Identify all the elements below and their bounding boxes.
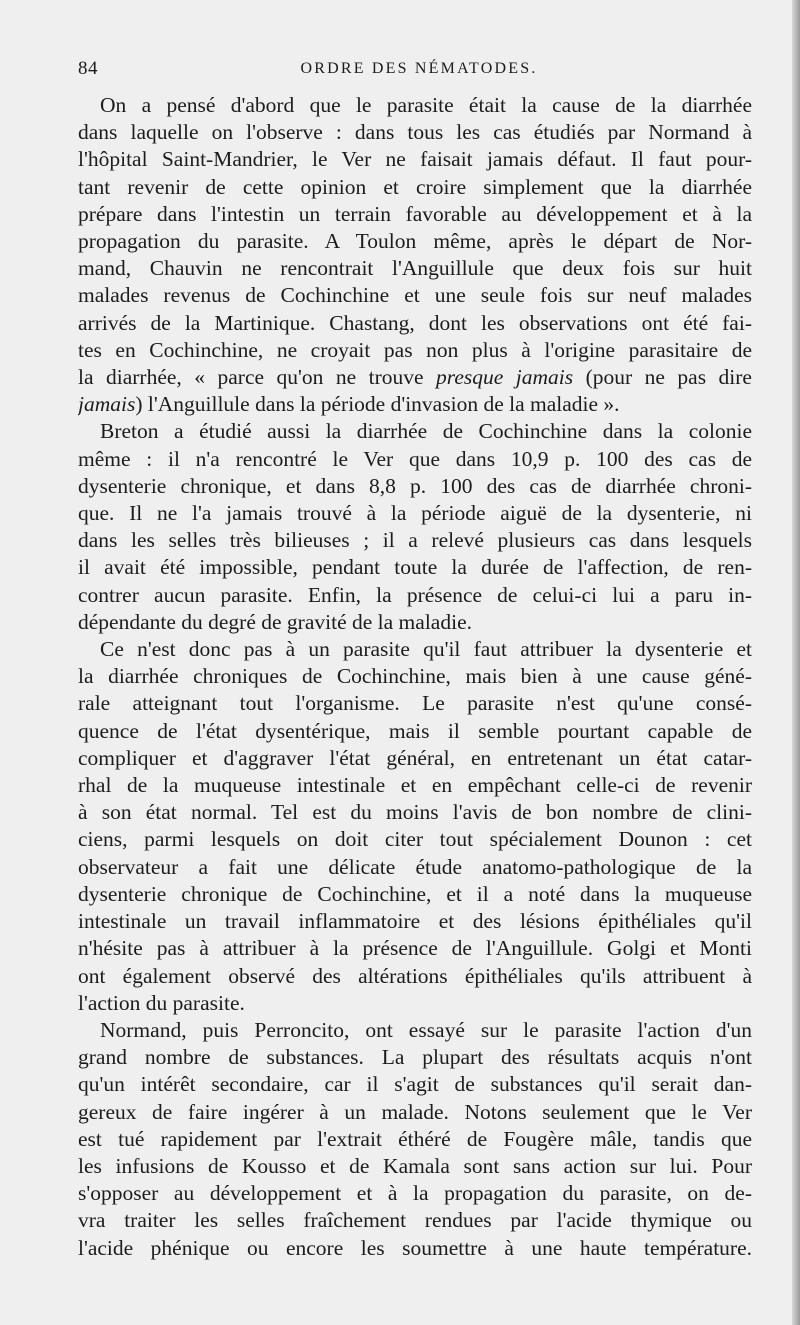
text-line: l'hôpital Saint-Mandrier, le Ver ne faisait jamais défaut. Il faut pour-: [78, 147, 752, 172]
text-line: Ce n'est donc pas à un parasite qu'il faut attribuer la dysenterie et: [100, 637, 752, 662]
text-line: Breton a étudié aussi la diarrhée de Cochinchine dans la colonie: [100, 419, 752, 444]
italic-text: presque jamais: [436, 365, 574, 390]
text-line: ciens, parmi lesquels on doit citer tout spécialement Dounon : cet: [78, 827, 752, 852]
text-line: On a pensé d'abord que le parasite était la cause de la diarrhée: [100, 93, 752, 117]
text-run: la diarrhée, « parce qu'on ne trouve: [78, 365, 437, 390]
text-line: à son état normal. Tel est du moins l'avis de bon nombre de clini-: [78, 800, 752, 825]
italic-text: jamais: [78, 392, 136, 417]
text-line: propagation du parasite. A Toulon même, après le départ de Nor-: [78, 229, 752, 254]
text-line: tes en Cochinchine, ne croyait pas non plus à l'origine parasitaire de: [78, 337, 752, 362]
running-title: ORDRE DES NÉMATODES.: [300, 60, 538, 77]
text-line: gereux de faire ingérer à un malade. Notons seulement que le Ver: [78, 1099, 752, 1124]
text-line: Normand, puis Perroncito, ont essayé sur le parasite l'action d'un: [100, 1017, 752, 1042]
text-line: que. Il ne l'a jamais trouvé à la période aiguë de la dysenterie, ni: [78, 501, 752, 526]
text-line: dans les selles très bilieuses ; il a relevé plusieurs cas dans lesquels: [78, 528, 752, 553]
text-line: qu'un intérêt secondaire, car il s'agit de substances qu'il serait dan-: [78, 1072, 752, 1097]
text-line: dans laquelle on l'observe : dans tous les cas étudiés par Normand à: [78, 120, 752, 145]
text-line: est tué rapidement par l'extrait éthéré de Fougère mâle, tandis que: [78, 1126, 752, 1151]
page-number: 84: [78, 58, 98, 79]
text-line: l'acide phénique ou encore les soumettre à une haute température.: [78, 1235, 752, 1260]
text-line: observateur a fait une délicate étude anatomo-pathologique de la: [78, 854, 752, 879]
text-line: dépendante du degré de gravité de la maladie.: [78, 609, 472, 634]
text-line: mand, Chauvin ne rencontrait l'Anguillule que deux fois sur huit: [78, 256, 752, 281]
paragraph-1: [78, 92, 752, 418]
text-line: les infusions de Kousso et de Kamala sont sans action sur lui. Pour: [78, 1153, 752, 1178]
text-line: même : il n'a rencontré le Ver que dans 10,9 p. 100 des cas de: [78, 446, 752, 471]
text-line: malades revenus de Cochinchine et une seule fois sur neuf malades: [78, 283, 752, 308]
text-line: [78, 364, 752, 391]
text-line: prépare dans l'intestin un terrain favorable au développement et à la: [78, 201, 752, 226]
text-line: arrivés de la Martinique. Chastang, dont les observations ont été fai-: [78, 310, 752, 335]
page-edge-shadow: [792, 0, 800, 1325]
text-run: ) l'Anguillule dans la période d'invasion de la maladie ».: [135, 392, 620, 417]
text-line: rale atteignant tout l'organisme. Le parasite n'est qu'une consé-: [78, 691, 752, 716]
text-run: (pour ne pas dire: [573, 365, 752, 390]
paragraph-2: [78, 418, 752, 636]
text-line: intestinale un travail inflammatoire et des lésions épithéliales qu'il: [78, 909, 752, 934]
text-line: vra traiter les selles fraîchement rendues par l'acide thymique ou: [78, 1208, 752, 1233]
text-line: l'action du parasite.: [78, 990, 245, 1015]
text-line: il avait été impossible, pendant toute la durée de l'affection, de ren-: [78, 555, 752, 580]
text-line: ont également observé des altérations épithéliales qu'ils attribuent à: [78, 963, 752, 988]
text-line: grand nombre de substances. La plupart des résultats acquis n'ont: [78, 1045, 752, 1070]
text-line: tant revenir de cette opinion et croire simplement que la diarrhée: [78, 174, 752, 199]
text-line: [78, 391, 752, 418]
body-text: [78, 92, 752, 1262]
text-line: compliquer et d'aggraver l'état général, en entretenant un état catar-: [78, 745, 752, 770]
paragraph-4: [78, 1017, 752, 1262]
text-line: contrer aucun parasite. Enfin, la présence de celui-ci lui a paru in-: [78, 582, 752, 607]
text-line: dysenterie chronique de Cochinchine, et il a noté dans la muqueuse: [78, 881, 752, 906]
text-line: rhal de la muqueuse intestinale et en empêchant celle-ci de revenir: [78, 773, 752, 798]
running-head: [78, 58, 760, 86]
text-line: s'opposer au développement et à la propagation du parasite, on de-: [78, 1181, 752, 1206]
paragraph-3: [78, 636, 752, 1017]
text-line: quence de l'état dysentérique, mais il semble pourtant capable de: [78, 718, 752, 743]
text-line: la diarrhée chroniques de Cochinchine, mais bien à une cause géné-: [78, 664, 752, 689]
text-line: n'hésite pas à attribuer à la présence de l'Anguillule. Golgi et Monti: [78, 936, 752, 961]
text-line: dysenterie chronique, et dans 8,8 p. 100 des cas de diarrhée chroni-: [78, 473, 752, 498]
